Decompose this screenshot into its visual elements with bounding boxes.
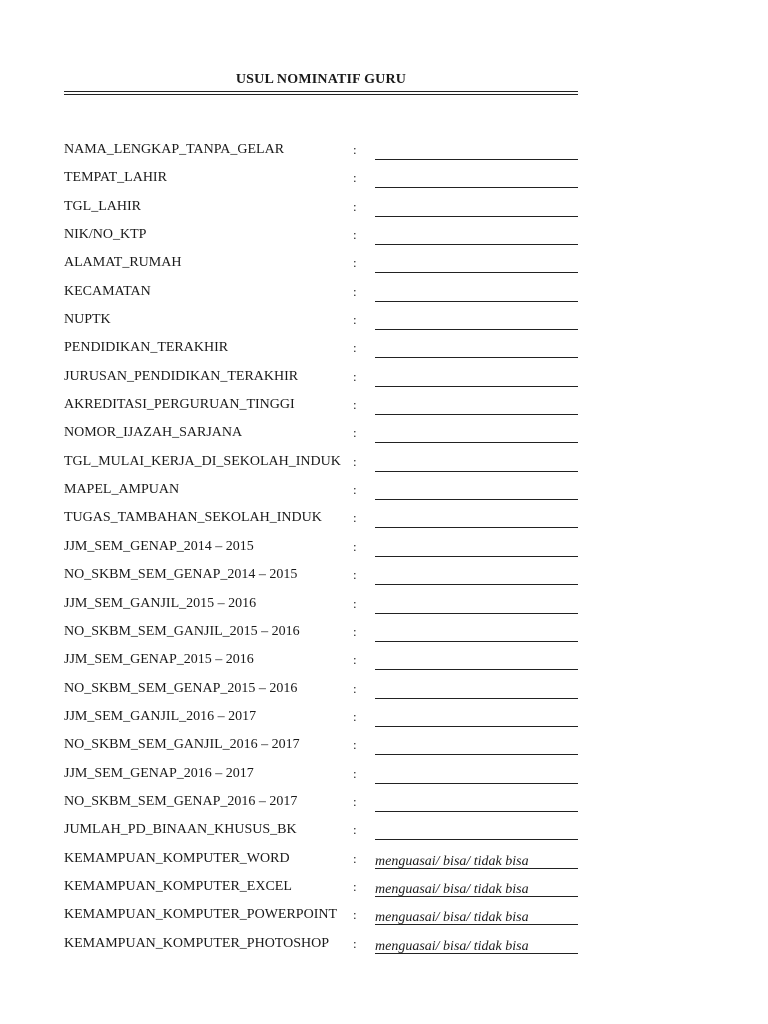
form-row (0, 223, 768, 251)
field-value-line[interactable] (375, 309, 578, 330)
field-value-line[interactable] (375, 791, 578, 812)
field-value-line[interactable] (375, 422, 578, 443)
form-row (0, 677, 768, 705)
form-row (0, 450, 768, 478)
field-value-line[interactable]: menguasai/ bisa/ tidak bisa (375, 848, 578, 869)
field-value-line[interactable] (375, 621, 578, 642)
field-separator: : (353, 680, 357, 696)
field-label: AKREDITASI_PERGURUAN_TINGGI (64, 397, 295, 413)
field-label: NO_SKBM_SEM_GANJIL_2015 – 2016 (64, 623, 300, 639)
form-row (0, 535, 768, 563)
form-row (0, 648, 768, 676)
field-value-line[interactable] (375, 366, 578, 387)
field-value-line[interactable] (375, 451, 578, 472)
form-row (0, 705, 768, 733)
field-value-line[interactable] (375, 224, 578, 245)
form-row (0, 762, 768, 790)
field-label: KECAMATAN (64, 283, 151, 299)
field-separator: : (353, 567, 357, 583)
field-value-line[interactable] (375, 196, 578, 217)
field-separator: : (353, 283, 357, 299)
field-separator: : (353, 312, 357, 328)
field-separator: : (353, 538, 357, 554)
title-double-rule (64, 91, 578, 95)
field-separator: : (353, 170, 357, 186)
field-label: JJM_SEM_GENAP_2014 – 2015 (64, 538, 254, 554)
field-separator: : (353, 935, 357, 951)
field-value-line[interactable]: menguasai/ bisa/ tidak bisa (375, 904, 578, 925)
field-value-line[interactable] (375, 479, 578, 500)
field-separator: : (353, 198, 357, 214)
field-separator: : (353, 227, 357, 243)
field-value-line[interactable] (375, 337, 578, 358)
field-label: KEMAMPUAN_KOMPUTER_WORD (64, 850, 290, 866)
field-separator: : (353, 368, 357, 384)
field-value-line[interactable] (375, 706, 578, 727)
form-row (0, 195, 768, 223)
field-label: JJM_SEM_GANJIL_2015 – 2016 (64, 595, 257, 611)
field-label: TEMPAT_LAHIR (64, 170, 167, 186)
field-value-line[interactable] (375, 139, 578, 160)
field-separator: : (353, 510, 357, 526)
form-row (0, 393, 768, 421)
field-label: ALAMAT_RUMAH (64, 255, 182, 271)
form-row (0, 421, 768, 449)
form-row (0, 308, 768, 336)
field-separator: : (353, 850, 357, 866)
form-row (0, 903, 768, 931)
field-value-line[interactable] (375, 394, 578, 415)
form-field-list (0, 138, 768, 960)
form-row (0, 592, 768, 620)
form-row (0, 138, 768, 166)
field-label: NO_SKBM_SEM_GENAP_2016 – 2017 (64, 793, 298, 809)
form-row (0, 336, 768, 364)
field-value-line[interactable] (375, 678, 578, 699)
form-row (0, 478, 768, 506)
field-label: NO_SKBM_SEM_GANJIL_2016 – 2017 (64, 737, 300, 753)
page-title: USUL NOMINATIF GURU (235, 72, 407, 87)
field-label: JJM_SEM_GENAP_2016 – 2017 (64, 765, 254, 781)
form-row (0, 251, 768, 279)
field-value-line[interactable]: menguasai/ bisa/ tidak bisa (375, 933, 578, 954)
field-value-line[interactable] (375, 281, 578, 302)
form-row (0, 818, 768, 846)
field-separator: : (353, 652, 357, 668)
field-value-line[interactable] (375, 649, 578, 670)
field-separator: : (353, 482, 357, 498)
form-row (0, 563, 768, 591)
field-separator: : (353, 793, 357, 809)
field-separator: : (353, 907, 357, 923)
field-label: KEMAMPUAN_KOMPUTER_PHOTOSHOP (64, 935, 330, 951)
field-label: NO_SKBM_SEM_GENAP_2015 – 2016 (64, 680, 298, 696)
field-label: JUMLAH_PD_BINAAN_KHUSUS_BK (64, 822, 297, 838)
form-row (0, 733, 768, 761)
field-separator: : (353, 708, 357, 724)
field-label: JJM_SEM_GANJIL_2016 – 2017 (64, 708, 257, 724)
field-label: TGL_LAHIR (64, 198, 141, 214)
field-label: KEMAMPUAN_KOMPUTER_POWERPOINT (64, 907, 338, 923)
field-value-line[interactable] (375, 564, 578, 585)
field-label: KEMAMPUAN_KOMPUTER_EXCEL (64, 878, 292, 894)
field-value-line[interactable]: menguasai/ bisa/ tidak bisa (375, 876, 578, 897)
field-separator: : (353, 878, 357, 894)
field-separator: : (353, 453, 357, 469)
field-label: NAMA_LENGKAP_TANPA_GELAR (64, 142, 285, 157)
form-row (0, 365, 768, 393)
field-value-line[interactable] (375, 167, 578, 188)
field-value-line[interactable] (375, 536, 578, 557)
field-separator: : (353, 595, 357, 611)
field-separator: : (353, 255, 357, 271)
field-value-line[interactable] (375, 763, 578, 784)
form-row (0, 620, 768, 648)
form-row (0, 790, 768, 818)
form-row (0, 932, 768, 960)
field-value-line[interactable] (375, 734, 578, 755)
field-label: NOMOR_IJAZAH_SARJANA (64, 425, 243, 441)
form-row (0, 875, 768, 903)
field-label: JURUSAN_PENDIDIKAN_TERAKHIR (64, 368, 299, 384)
field-label: NIK/NO_KTP (64, 227, 147, 243)
field-value-line[interactable] (375, 252, 578, 273)
field-separator: : (353, 142, 357, 157)
field-value-line[interactable] (375, 507, 578, 528)
field-separator: : (353, 765, 357, 781)
field-separator: : (353, 822, 357, 838)
field-label: MAPEL_AMPUAN (64, 482, 180, 498)
field-label: JJM_SEM_GENAP_2015 – 2016 (64, 652, 254, 668)
field-label: PENDIDIKAN_TERAKHIR (64, 340, 229, 356)
field-label: TGL_MULAI_KERJA_DI_SEKOLAH_INDUK (64, 453, 341, 469)
form-row (0, 280, 768, 308)
field-label: NUPTK (64, 312, 111, 328)
form-row (0, 847, 768, 875)
form-row (0, 166, 768, 194)
field-separator: : (353, 340, 357, 356)
field-value-line[interactable] (375, 819, 578, 840)
field-separator: : (353, 425, 357, 441)
field-separator: : (353, 623, 357, 639)
form-row (0, 506, 768, 534)
field-separator: : (353, 397, 357, 413)
field-label: NO_SKBM_SEM_GENAP_2014 – 2015 (64, 567, 298, 583)
field-value-line[interactable] (375, 593, 578, 614)
field-label: TUGAS_TAMBAHAN_SEKOLAH_INDUK (64, 510, 322, 526)
field-separator: : (353, 737, 357, 753)
